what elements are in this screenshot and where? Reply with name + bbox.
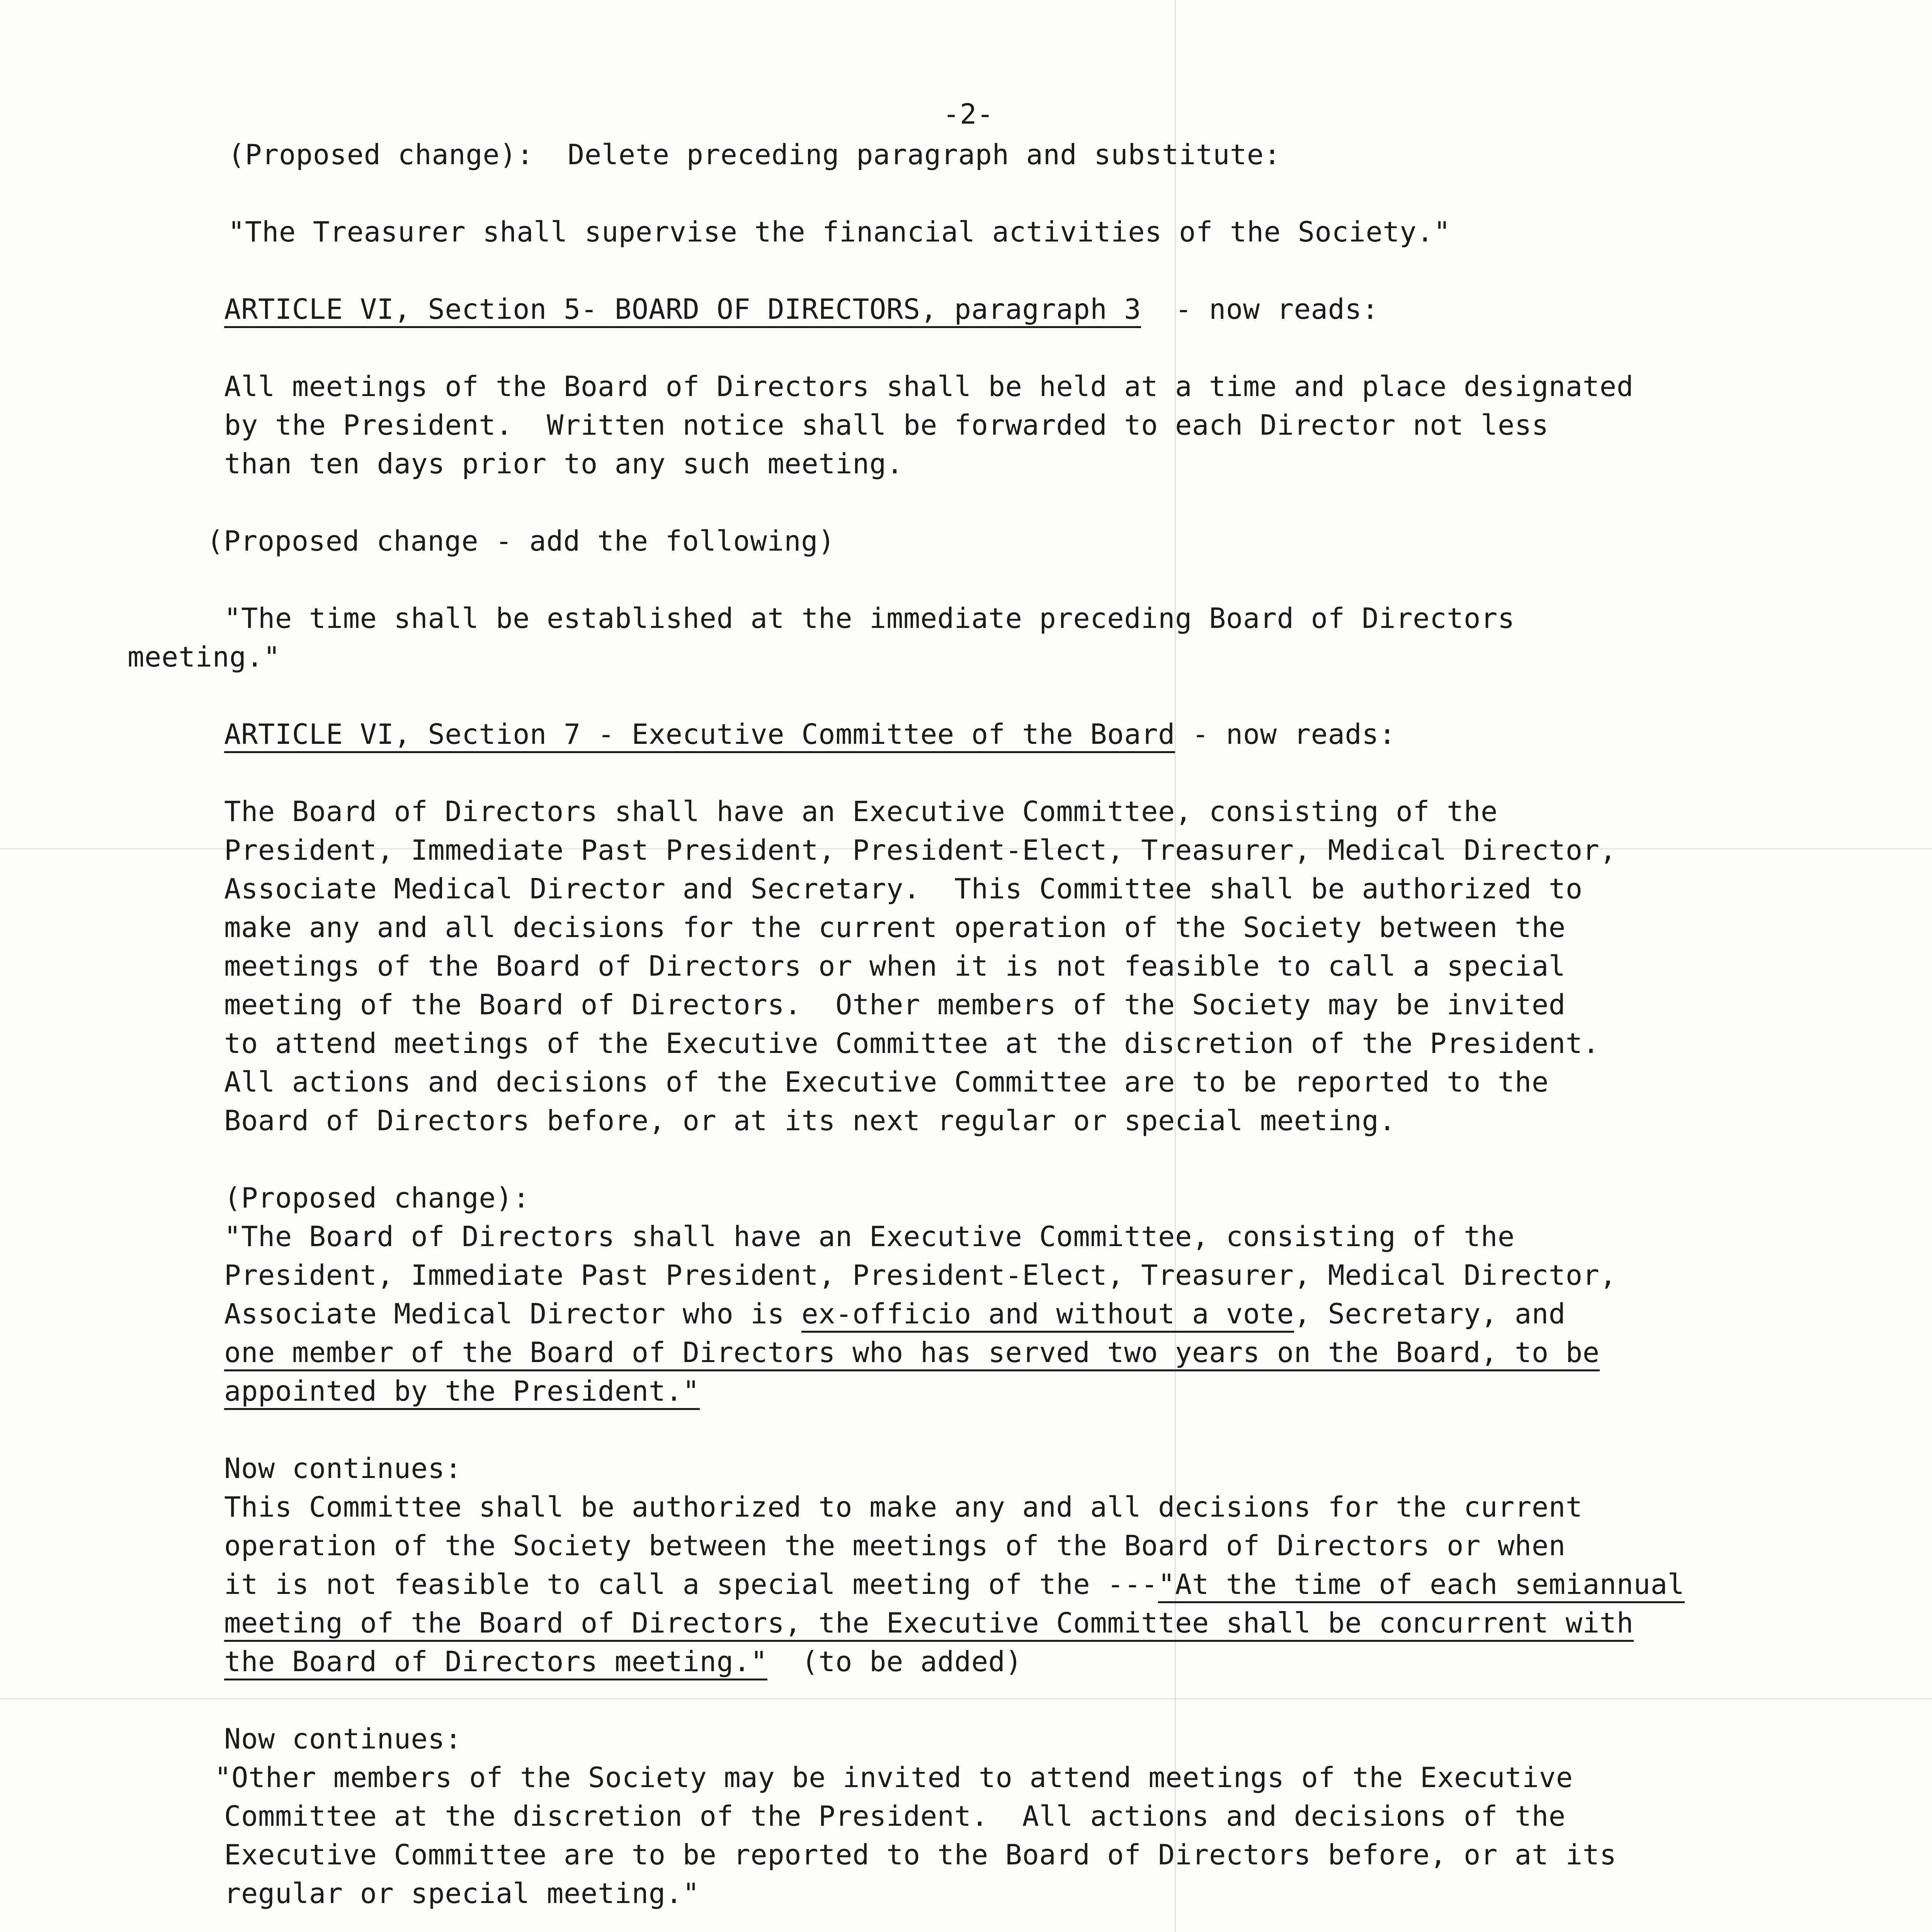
section-7-text-line: The Board of Directors shall have an Executive Committee, consisting of the — [224, 795, 1498, 828]
ex-officio-underlined-text: ex-officio and without a vote — [801, 1298, 1294, 1333]
board-member-underlined-text: one member of the Board of Directors who has served two years on the Board, to be — [224, 1336, 1600, 1371]
now-continues-label: Now continues: — [224, 1452, 462, 1485]
continued-text-line — [224, 1642, 1022, 1681]
lower-fold-crease — [0, 1698, 1932, 1699]
section-7-proposed-text-line: "The Board of Directors shall have an Executive Committee, consisting of the — [224, 1220, 1515, 1253]
continued-text-line: regular or special meeting." — [224, 1877, 700, 1910]
article-vi-section-7-title: ARTICLE VI, Section 7 - Executive Committee of the Board — [224, 718, 1175, 753]
appointed-underlined-text: appointed by the President." — [224, 1375, 700, 1410]
section-5-added-text-line: "The time shall be established at the immediate preceding Board of Directors — [224, 602, 1515, 634]
article-vi-section-5-now-reads: - now reads: — [1141, 293, 1379, 325]
section-7-text-line: make any and all decisions for the current operation of the Society between the — [224, 911, 1566, 944]
section-7-proposed-text-line — [224, 1294, 1566, 1333]
board-meeting-underlined-text: the Board of Directors meeting." — [224, 1645, 767, 1680]
section-7-text-line: Associate Medical Director and Secretary. This Committee shall be authorized to — [224, 872, 1583, 905]
section-7-text-line: to attend meetings of the Executive Committee at the discretion of the President. — [224, 1027, 1600, 1060]
section-7-text-line: meeting of the Board of Directors. Other members of the Society may be invited — [224, 988, 1566, 1021]
section-5-text-line: by the President. Written notice shall be forwarded to each Director not less — [224, 409, 1549, 441]
continued-text-line: Committee at the discretion of the President. All actions and decisions of the — [224, 1800, 1566, 1832]
section-7-text-line: meetings of the Board of Directors or when it is not feasible to call a special — [224, 950, 1566, 982]
now-continues-label: Now continues: — [224, 1723, 462, 1755]
proposed-text-segment: Associate Medical Director who is — [224, 1298, 802, 1330]
section-7-proposed-text-line — [224, 1372, 700, 1410]
article-vi-section-7-heading — [224, 715, 1396, 753]
section-7-proposed-text-line — [224, 1333, 1600, 1372]
concurrent-underlined-text: meeting of the Board of Directors, the Executive Committee shall be concurrent with — [224, 1607, 1634, 1642]
article-vi-section-7-now-reads: - now reads: — [1175, 718, 1396, 750]
section-5-text-line: All meetings of the Board of Directors shall be held at a time and place designated — [224, 370, 1634, 403]
section-7-proposed-text-line: President, Immediate Past President, President-Elect, Treasurer, Medical Director, — [224, 1259, 1617, 1291]
section-5-added-text-line: meeting." — [128, 641, 281, 673]
continued-text-line — [224, 1565, 1685, 1604]
continued-text-segment: it is not feasible to call a special meeting of the --- — [224, 1568, 1158, 1600]
article-vi-section-5-title: ARTICLE VI, Section 5- BOARD OF DIRECTORS, paragraph 3 — [224, 293, 1141, 328]
section-7-text-line: Board of Directors before, or at its next regular or special meeting. — [224, 1104, 1396, 1137]
continued-text-line — [224, 1604, 1634, 1642]
article-vi-section-5-heading — [224, 290, 1379, 328]
continued-text-line: Executive Committee are to be reported to the Board of Directors before, or at its — [224, 1838, 1617, 1871]
page-number: -2- — [943, 98, 994, 130]
continued-text-line: This Committee shall be authorized to make any and all decisions for the current — [224, 1491, 1583, 1523]
to-be-added-note: (to be added) — [767, 1645, 1022, 1678]
section-7-text-line: President, Immediate Past President, President-Elect, Treasurer, Medical Director, — [224, 834, 1617, 866]
section-7-text-line: All actions and decisions of the Executive Committee are to be reported to the — [224, 1066, 1549, 1098]
section-5-proposed-change: (Proposed change - add the following) — [207, 525, 835, 557]
treasurer-substitute-text: "The Treasurer shall supervise the financial activities of the Society." — [228, 216, 1451, 248]
continued-text-line: "Other members of the Society may be invited to attend meetings of the Executive — [214, 1761, 1573, 1794]
proposed-text-segment: , Secretary, and — [1294, 1298, 1566, 1330]
section-5-text-line: than ten days prior to any such meeting. — [224, 447, 903, 480]
section-7-proposed-change-label: (Proposed change): — [224, 1182, 530, 1214]
semiannual-underlined-text: "At the time of each semiannual — [1158, 1568, 1684, 1603]
proposed-change-treasurer-intro: (Proposed change): Delete preceding paragraph and substitute: — [228, 138, 1281, 171]
continued-text-line: operation of the Society between the meetings of the Board of Directors or when — [224, 1529, 1566, 1562]
